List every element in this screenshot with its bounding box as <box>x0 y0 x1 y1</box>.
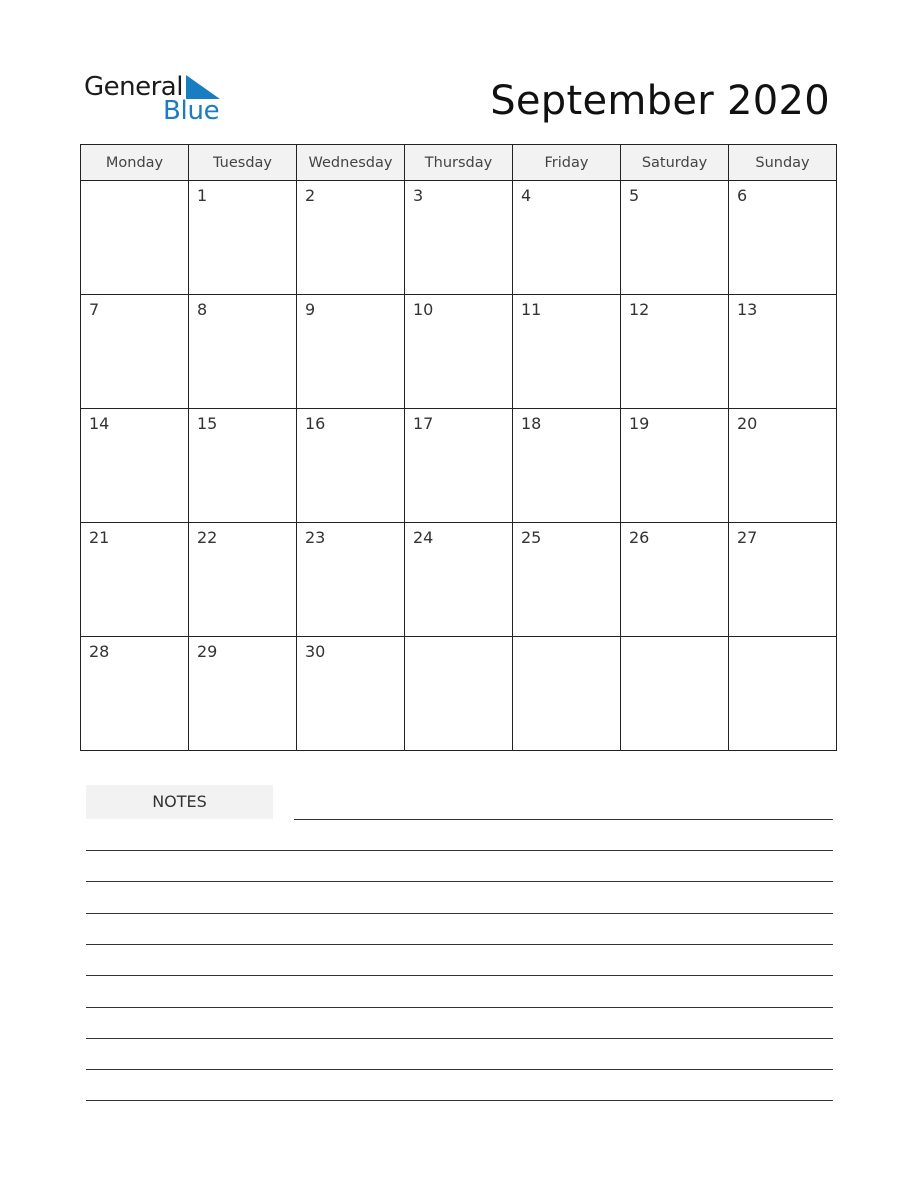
day-number: 19 <box>629 414 650 433</box>
week-row <box>81 181 837 295</box>
day-cell <box>405 637 513 751</box>
day-number: 5 <box>629 186 640 205</box>
day-cell <box>621 295 729 409</box>
day-number: 23 <box>305 528 326 547</box>
day-cell <box>81 409 189 523</box>
weekday-header-row <box>81 145 837 181</box>
day-cell <box>729 409 837 523</box>
month-title: September 2020 <box>490 78 830 124</box>
week-row <box>81 409 837 523</box>
day-cell <box>513 637 621 751</box>
day-cell <box>729 523 837 637</box>
day-number: 10 <box>413 300 434 319</box>
day-number: 15 <box>197 414 218 433</box>
weekday-tuesday: Tuesday <box>189 145 297 181</box>
day-number: 11 <box>521 300 542 319</box>
notes-line <box>86 944 833 945</box>
day-number: 8 <box>197 300 208 319</box>
day-cell <box>81 523 189 637</box>
day-number: 24 <box>413 528 434 547</box>
day-number: 16 <box>305 414 326 433</box>
day-cell <box>189 295 297 409</box>
day-number: 17 <box>413 414 434 433</box>
day-number: 1 <box>197 186 208 205</box>
week-row <box>81 637 837 751</box>
notes-line <box>86 1007 833 1008</box>
notes-line <box>86 975 833 976</box>
day-cell <box>189 637 297 751</box>
day-cell <box>513 523 621 637</box>
weekday-friday: Friday <box>513 145 621 181</box>
day-number: 25 <box>521 528 542 547</box>
notes-line <box>294 819 833 820</box>
day-number: 4 <box>521 186 532 205</box>
notes-line <box>86 913 833 914</box>
day-number: 2 <box>305 186 316 205</box>
week-row <box>81 295 837 409</box>
day-number: 7 <box>89 300 100 319</box>
day-number <box>621 637 728 643</box>
weekday-wednesday: Wednesday <box>297 145 405 181</box>
day-number: 3 <box>413 186 424 205</box>
day-number: 18 <box>521 414 542 433</box>
day-cell <box>621 523 729 637</box>
day-number: 26 <box>629 528 650 547</box>
weekday-monday: Monday <box>81 145 189 181</box>
weekday-saturday: Saturday <box>621 145 729 181</box>
day-cell <box>189 523 297 637</box>
day-number: 27 <box>737 528 758 547</box>
day-cell <box>297 523 405 637</box>
day-number: 14 <box>89 414 110 433</box>
day-cell <box>297 181 405 295</box>
notes-label: NOTES <box>86 785 273 819</box>
day-number: 29 <box>197 642 218 661</box>
notes-line <box>86 881 833 882</box>
day-cell <box>189 409 297 523</box>
week-row <box>81 523 837 637</box>
day-cell <box>297 295 405 409</box>
day-cell <box>405 523 513 637</box>
day-number <box>729 637 836 643</box>
notes-line <box>86 1038 833 1039</box>
day-cell <box>513 295 621 409</box>
day-number: 30 <box>305 642 326 661</box>
day-number <box>405 637 512 643</box>
day-cell <box>405 295 513 409</box>
day-cell <box>621 637 729 751</box>
day-cell <box>729 295 837 409</box>
day-cell <box>81 181 189 295</box>
day-cell <box>621 409 729 523</box>
day-number: 13 <box>737 300 758 319</box>
day-cell <box>621 181 729 295</box>
brand-logo <box>84 72 224 126</box>
day-number: 28 <box>89 642 110 661</box>
day-cell <box>297 409 405 523</box>
weekday-sunday: Sunday <box>729 145 837 181</box>
day-cell <box>81 295 189 409</box>
day-cell <box>513 409 621 523</box>
day-number <box>81 181 188 187</box>
day-number: 9 <box>305 300 316 319</box>
day-number: 6 <box>737 186 748 205</box>
day-cell <box>405 181 513 295</box>
calendar-grid <box>80 144 837 751</box>
brand-word-general: General <box>84 72 183 102</box>
day-number: 12 <box>629 300 650 319</box>
day-cell <box>189 181 297 295</box>
day-cell <box>297 637 405 751</box>
brand-word-blue: Blue <box>163 96 220 126</box>
day-number: 20 <box>737 414 758 433</box>
day-cell <box>405 409 513 523</box>
day-number: 21 <box>89 528 110 547</box>
day-cell <box>513 181 621 295</box>
day-cell <box>81 637 189 751</box>
day-cell <box>729 181 837 295</box>
day-number: 22 <box>197 528 218 547</box>
weekday-thursday: Thursday <box>405 145 513 181</box>
notes-line <box>86 1100 833 1101</box>
day-cell <box>729 637 837 751</box>
notes-line <box>86 850 833 851</box>
notes-line <box>86 1069 833 1070</box>
day-number <box>513 637 620 643</box>
